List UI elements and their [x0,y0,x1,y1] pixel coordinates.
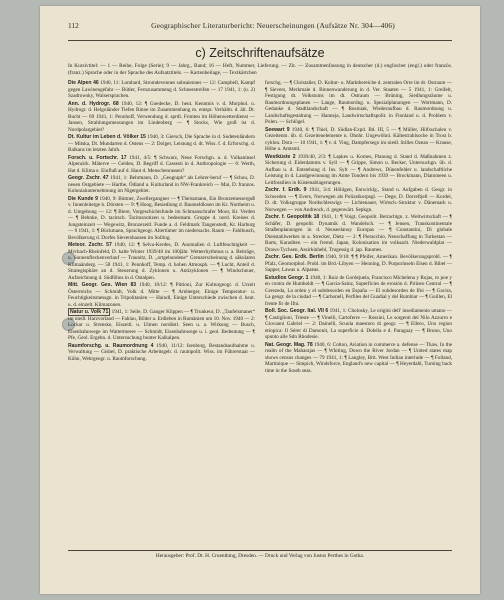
bibliography-entry [265,187,452,213]
entry-text: 1941, 1: Cholosky, Le origini dell' insediamento umano — ¶ Castiglioni, Trieste — ¶ Vinelli, Cartoferre — Rossini, Le sorgenti del Nilo Azzurro e Giovanni Gabriel — 2: Dainelli, Scuola maestoro di geogr. — ¶ Ellero, Uno region etiopica: Il Séret di Damonit, La superficie d. Dobéla e d. Paraguay — ¶ Bruno, Uno spunto alle Sdn Rhodesie. [265,308,453,340]
imprint-footer: Herausgeber: Prof. Dr. H. Cruenthing, Dresden. — Druck und Verlag von Justus Perthes in Gotha. [155,553,365,559]
bibliography-entry [68,101,255,134]
journal-title: Mitt. Geogr. Ges. Wien 83 [68,282,137,288]
entry-text: 1940, 11/12: Isenburg, Bestandsaufnahme u. Verwaltung — Gisbel, D. praktische Arbeitsgeb. d. raumpolit. Wiss. im Führerstaat — Kühn, Wehrgeogr. u. Raumforschung. [68,342,256,362]
right-column [265,80,452,375]
bibliography-entry [265,154,452,187]
bibliography-entry [265,275,452,308]
footer-rule [68,550,452,551]
page-number: 112 [68,21,79,30]
entry-text: 1940, 6: ¶ Thiel, D. Südlan-Expd. Bd. III, 5 — ¶ Müller, Hilfsschalen v. Gezeitenm. üb. d. Gezeitenelemente n. Ohnhr. Ungewöhnl. Kältestrahlsoche in Trost b. cyklon. Dora — 10 1941, 1: ¶ v. d. Ving, Dampfersego im niedl. Stilles Ozean — Krause, Höhe u. Amtsml. [265,126,452,152]
bibliography-entry [68,155,255,175]
journal-title: Estudios Geogr. 1 [265,274,309,281]
entry-text: 1940, 3: Giersch, Die Sprache in d. Sudetenländern — Mitska, Dt. Mundarten d. Ostens — 2: Dolger, Leistung d. dt. Wiss. f. d. Erforschg. d. Balkans im letzten Jahrh. [68,134,255,153]
journal-title: Zschr. Ges. Erdk. Berlin [265,254,324,260]
journal-title: Geogr. Zschr. 47 [68,175,109,181]
journal-title: Raumforschg. u. Raumordnung 4 [68,342,154,349]
bibliography-entry [265,308,452,341]
bibliography-entry [68,134,255,154]
entry-text: 1940, 10/12: ¶ Pittioni, Zur Kulturgeogr. d. Urzeit Österreichs — Schmidt, Volk d. Mitte — ¶ Arnberger, Einige Temperatur- u. Feuchtigkeitsmessgn. in Tripolitanien — Haindl, Einige Unterschiede zwischen d. heut. u. d. einzelt. Klimazonen. [68,282,256,308]
entry-text: 1940, 6: Colton, Aviation in commerce a. defense — Thaw, In the realm of the Maharajas — ¶ Whiting, Down the River Jordan — ¶ United states map shows census changes — 79 1941, 1: ¶ Langley, Brit. West Indian interlude — ¶ Folland, Martinique — Simpich, Windsforce, England's new capital — ¶ Heyerdahl, Turning back time in the South seas. [265,341,453,374]
journal-title: Ann. d. Hydrogr. 68 [68,100,119,107]
journal-title: Forsch. u. Fortschr. 17 [68,154,127,161]
bibliography-entry [68,196,255,242]
journal-title: Die Alpen 46 [68,80,99,86]
abbreviation-note: In Kursivtitel: — 1 — Reihe, Folge (Serie); 9 — Jahrg., Band; 16 — Heft, Nummer, Lieferung. — Zit. — Zusammenfassung in deutscher (d.) englischer (engl.) oder französ. (franz.) Sprache oder in der Sprache des Aufsatztitels. — Kartenbeilage, — Textkärtchen [68,63,452,76]
entry-text: forschg. — ¶ Christaller, D. Kultur- u. Marktbereiche d. zentralen Orte im dt. Ostraum — ¶ Sievers, Merkmale d. Binnenwanderung in d. Ver. Staaten — 5 1941, 1: Greifelt, Festigung dt. Volkstums im dt. Ostraum — Brüning, Siedlungsräume u. Raumordnungsplanen — Lange, Raumordng. u. Spezialplanungen — Wortmann, D. Gedanke d. Stadtlandschaft — ¶ Rusiniak, Wiederaufbau d. Raumordnung u. Landschaftsgestaltung — Hanneja, Landwirtschaftspolit. in Finnland u. d. Problem v. Polen. — Schlögel. [265,80,452,125]
journal-title: Zschr. f. Erdk. 9 [265,187,307,193]
entry-text: 1940, 9/10: ¶ ¶ Pfeifer, Amerikan. Bevölkerungsprobl. — ¶ Pfalz, Geomorphol. Probl. im Brd.-Libyen — Henning, D. Purpurinseln Elsen d. Bibel — Sapper, Lawas u. Alpaeas. [265,254,453,273]
section-title: c) Zeitschriftenaufsätze [195,46,325,60]
bibliography-entry [265,127,452,153]
page-header [68,18,452,41]
entry-text: 1941, 1: Behrmann, D. „Geograph“ als Lehrer-beruf — ¶ Schou, D. neuen Ostgebiete — Harthe, Ödland u. Kulturland in NW-Frankreich — Mai, D. franzos. Kolonialunternehmung im Nigergebiet. [68,175,256,194]
bibliography-entry [68,309,255,342]
document-page [40,6,480,594]
entry-text: 1941, 1: Seile, D. Ganger Klippen — ¶ Trunkeur, D. „Tanfelsmaner“ im niedl. Harzvorland — Fahlau, Bilder a. Erdleben in Rumänien um 10. Nov. 1940 — 2: Lockar u. Strenske, Eiszeitl. u. Ulmen nordöstl. Seen u. a. Wirkung — Busch, Eisenbahnwege im Wattermeere — Schmidt, Eisenbahnwege u. i. geol. Bedeutung — ¶ Pfe, Geol. Ergebn. d. Untersuchung bunter Kalkalpen. [68,309,255,341]
entry-text: 1940, 9: Büttner, Zwellergangner — ¶ Theissmann, Ein Bronzemesserguß v. Innenleiterge b. Dörsten — 9: ¶ Hoog, Besiedlung d. Baumeldlosen im Kr. Northeim u. d. Umgebung — 12: ¶ Biere, Vorgeschichtsfunde im Schmanschrafer Moor, Kr. Verden — ¶ Behnke, D. tacitsch. Tacitusnotizen u. bedeutsam. Gruppe d. nord. Kreises d. Jungsteinzeit — Wegewitz, Bronzezeitl. Funde a. d. Feldmark Tangenstedt, Kr. Harburg — 9 1941, 1: ¶ Bückmann, Sprachgeogr. Altertümer im niedersachs. Raum — Fahlbusch, Bevölkerung d. Dorfes Sievershausen im Solling. [68,195,256,241]
journal-title: Dt. Kultur im Leben d. Völker 15 [68,134,146,140]
entry-text: 1941, 3/4: Höhlgen, Entwicklg., Stand u. Aufgaben d. Geogr. in Schweden — ¶ Evers, Norwegen als Polizeikorpsgl. — Dege, D. Dorreftjell — Kordel, D. dt. Volksgruppe Nordschleswigs — Lichtenauer, Wirtsch.-Struktur v. Dänemark u. Norwegen — von Andreock, d. gegenwärt. Sepkgn. [265,187,453,213]
bibliography-entry [265,254,452,274]
bibliography-entry [68,242,255,281]
entry-text: 1941, 1: ¶ Voigt, Geopolit. Betrachtgn. z. Weltwirtschaft — ¶ Schäfer, D. geopolit. Dynamik d. Wandelsch. — ¶ Jensen, Transkontinentale Straßenplanungen in d. Neuseelanuy Europas — ¶ Constantini, Di globale Dienstahlwerkes in a. Strecker, Dietz — 2: ¶ Pieracchio, Neuschaffung in Turkestan — Barts, Karaditen — ein fremd. Japan, Kolonisation im volksarit. Niederwaldplat — Draws-Tychsen, Assirkinhehl, Trugessig d. jap. Raumes. [265,214,453,253]
journal-title: Westküste 2 [265,153,296,160]
bibliography-entry [265,214,452,253]
journal-title: Zschr. f. Geopolitik 18 [265,214,320,220]
entry-text: 1940, 1: Ruiz de Gordejuela, Francisco Michelena y Rojas, ro poe y en contra de Humboldt — ¶ Garcia-Sainz, Superficies de erosión d. Pirineo Central — ¶ Cerezeda, La orden y el subdesorden en España — El subdesorden de Ifni — ¶ Gavira, La geogr. de la ciudad — ¶ Carbonell, Perfiles del Guadial y del Rumbiar — ¶ Guillen, El frente fir de Ifni. [265,274,452,307]
bibliography-entry [68,175,255,195]
entry-text: 1940, 11: Lombard, Stromdevennes subsaiennes — 12: Campbell, Kampf gegen Lawinengefahr — Bütler, Fernzusammeng d. Schneestreifen — 17 1941, 1: (u. 2) Szadrowsky, Walsersprachen. [68,80,255,99]
entry-text: 1940, 12: ¶ Goedecke, D. heut. Kenntnis v. d. Morphol. u. Hydrogr. d. Helgoländer Tiefen Rinne im Zusammenhang m. entspr. Verhältn. d. ält. Dt. Bucht — 69 1941, 1: Pennhoff, Verwendung d. sprdl. Fronten im Höhenwetterdienst — Jansen, Strahlungsmessungen im Lindenberg — ¶ Stocks, Wie groß ist d. Nordpolargebiet? [68,100,256,133]
journal-title: Seewart 9 [265,126,290,133]
entry-text: 1940, 12: ¶ Selva-Kerdes, D. Anomalien d. Luftfeuchtigkeit — Myrbach-Rheinfeld, D. kalte Winter 1939/40 im 100jähr. Wetterrhythmus u. a. Beiträge, u. Sonnenfleckenverlauf — Traunitz, D. „ortgebundene“ Grenzerscheinung d. säkularen Klimaänderg. — 58 1941, 1: Pennhoff, Temp. d. hohen Atmosph. — ¶ Lucht, Anteil d. Strategisphäre an d. Steuerung d. Zyklonen u. Antizyklonen — ¶ Windschnuer, Aufzeichnung d. Südföhns in d. Ostalpen. [68,242,256,281]
running-title: Geographischer Literaturbericht: Neuerscheinungen (Aufsätze Nr. 304—406) [151,21,395,30]
bibliography-entry [265,80,452,126]
journal-title: Meteor. Zschr. 57 [68,242,112,248]
journal-title: Boll. Soc. Geogr. Ital. VII 6 [265,308,329,314]
entry-text: 1939/40, 2/3: ¶ Lapkes u. Kornes, Planung d. Stand d. Maßnahmen z. Sicherung d. Eiderdamms v. Syll — ¶ Grippe, Simon u. Becker, Untersuchgn. üb. d. Aufbau u. d. Entstehung d. Ins. Sylt — ¶ Andrews, Dünenfelder u. landschaftliche Leistung in d. Landgewinnung im Amte Tondern bis 1939 — Brockmann, Diatomeen u. Leitfossilien in Küstenablagerungen. [265,153,452,186]
bibliography-entry [68,343,255,363]
bibliography-entry [265,342,452,375]
journal-title: Die Kunde 9 [68,195,98,202]
bibliography-entry [68,282,255,308]
journal-title: Natur u. Volk 71 [70,309,109,315]
left-column [68,80,255,363]
entry-text: 1941, 4/5: ¶ Schwarz, Neue Forschgn. a. d. Vulkaninsel Alpenzirk. Mäterve — Gelden, D. Begriff d. Cassesti in d. Anthropologie — 6: Werth, Hat d. Klima e. Einfluß auf d. Haut d. Menschenrassen? [68,154,256,174]
journal-title: Nat. Geogr. Mag. 78 [265,341,313,348]
bibliography-entry [68,80,255,100]
